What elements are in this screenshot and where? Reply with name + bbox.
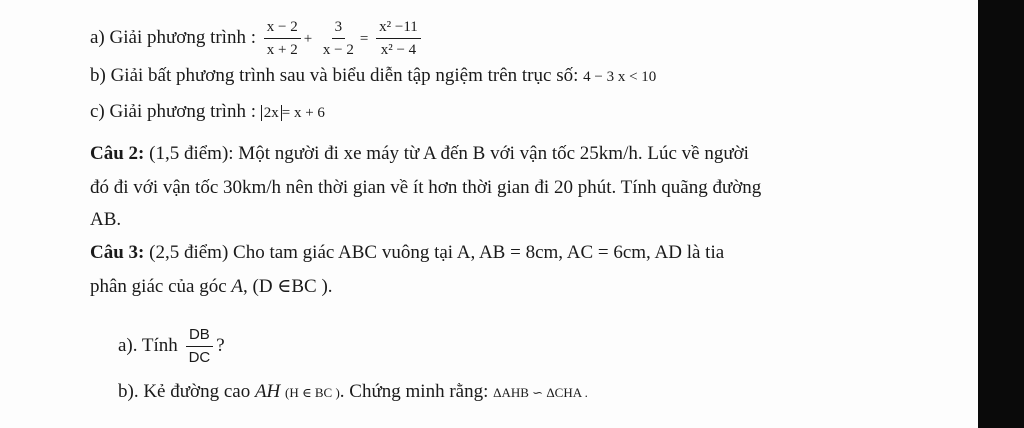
question-1b-label: b) Giải bất phương trình sau và biểu diễn tập ngiệm trên trục số:	[90, 65, 579, 86]
altitude-ah: AH	[254, 381, 281, 402]
plus-sign: +	[303, 30, 313, 47]
question-2-text-2: đó đi với vận tốc 30km/h nên thời gian về ít hơn thời gian đi 20 phút. Tính quãng đường	[90, 177, 762, 198]
fraction-3	[376, 18, 421, 59]
fraction-2-numerator: 3	[332, 18, 346, 39]
fraction-1	[264, 18, 301, 59]
fraction-3-numerator: x² −11	[376, 18, 421, 39]
question-3a	[118, 326, 225, 367]
question-3-text-2b: , (D ∈BC ).	[243, 276, 333, 297]
question-2-line-3	[90, 208, 121, 232]
question-3a-label: a). Tính	[118, 334, 178, 356]
fraction-2	[320, 18, 357, 59]
ratio-numerator: DB	[186, 326, 213, 347]
fraction-2-denominator: x − 2	[322, 42, 354, 58]
question-1c-rhs: = x + 6	[281, 105, 325, 121]
altitude-condition: (H ∈ BC )	[285, 385, 340, 400]
ratio-fraction	[186, 326, 214, 367]
question-1a	[90, 18, 424, 59]
question-1c-label: c) Giải phương trình :	[90, 101, 256, 122]
absolute-value: 2x	[261, 105, 282, 121]
question-2-text-3: AB.	[90, 209, 122, 230]
fraction-3-denominator: x² − 4	[380, 42, 417, 58]
question-1b	[90, 64, 656, 89]
question-2-text-1: (1,5 điểm): Một người đi xe máy từ A đến B với vận tốc 25km/h. Lúc về người	[149, 143, 749, 164]
question-1b-expression: 4 − 3 x < 10	[583, 69, 657, 85]
question-3-text-1: (2,5 điểm) Cho tam giác ABC vuông tại A, AB = 8cm, AC = 6cm, AD là tia	[149, 242, 725, 263]
question-3-line-2	[90, 275, 333, 299]
question-1a-label: a) Giải phương trình :	[90, 26, 256, 48]
question-1c	[90, 100, 325, 125]
fraction-1-denominator: x + 2	[266, 42, 298, 58]
question-2-line-2	[90, 176, 761, 200]
angle-a: A	[231, 276, 243, 297]
question-3b-label: b). Kẻ đường cao	[118, 381, 251, 402]
similarity-expression: ΔAHB ∽ ΔCHA .	[493, 385, 588, 400]
right-dark-edge	[978, 0, 1024, 428]
question-3b-text: . Chứng minh rằng:	[339, 381, 489, 402]
question-2-title: Câu 2:	[90, 143, 145, 164]
question-3-line-1	[90, 241, 724, 265]
question-3-text-2a: phân giác của góc	[90, 276, 227, 297]
question-2-line-1	[90, 142, 749, 166]
question-3b	[118, 380, 588, 405]
ratio-denominator: DC	[188, 349, 211, 366]
question-3-title: Câu 3:	[90, 242, 145, 263]
fraction-1-numerator: x − 2	[264, 18, 301, 39]
question-mark: ?	[216, 334, 225, 356]
equals-sign: =	[359, 30, 369, 47]
